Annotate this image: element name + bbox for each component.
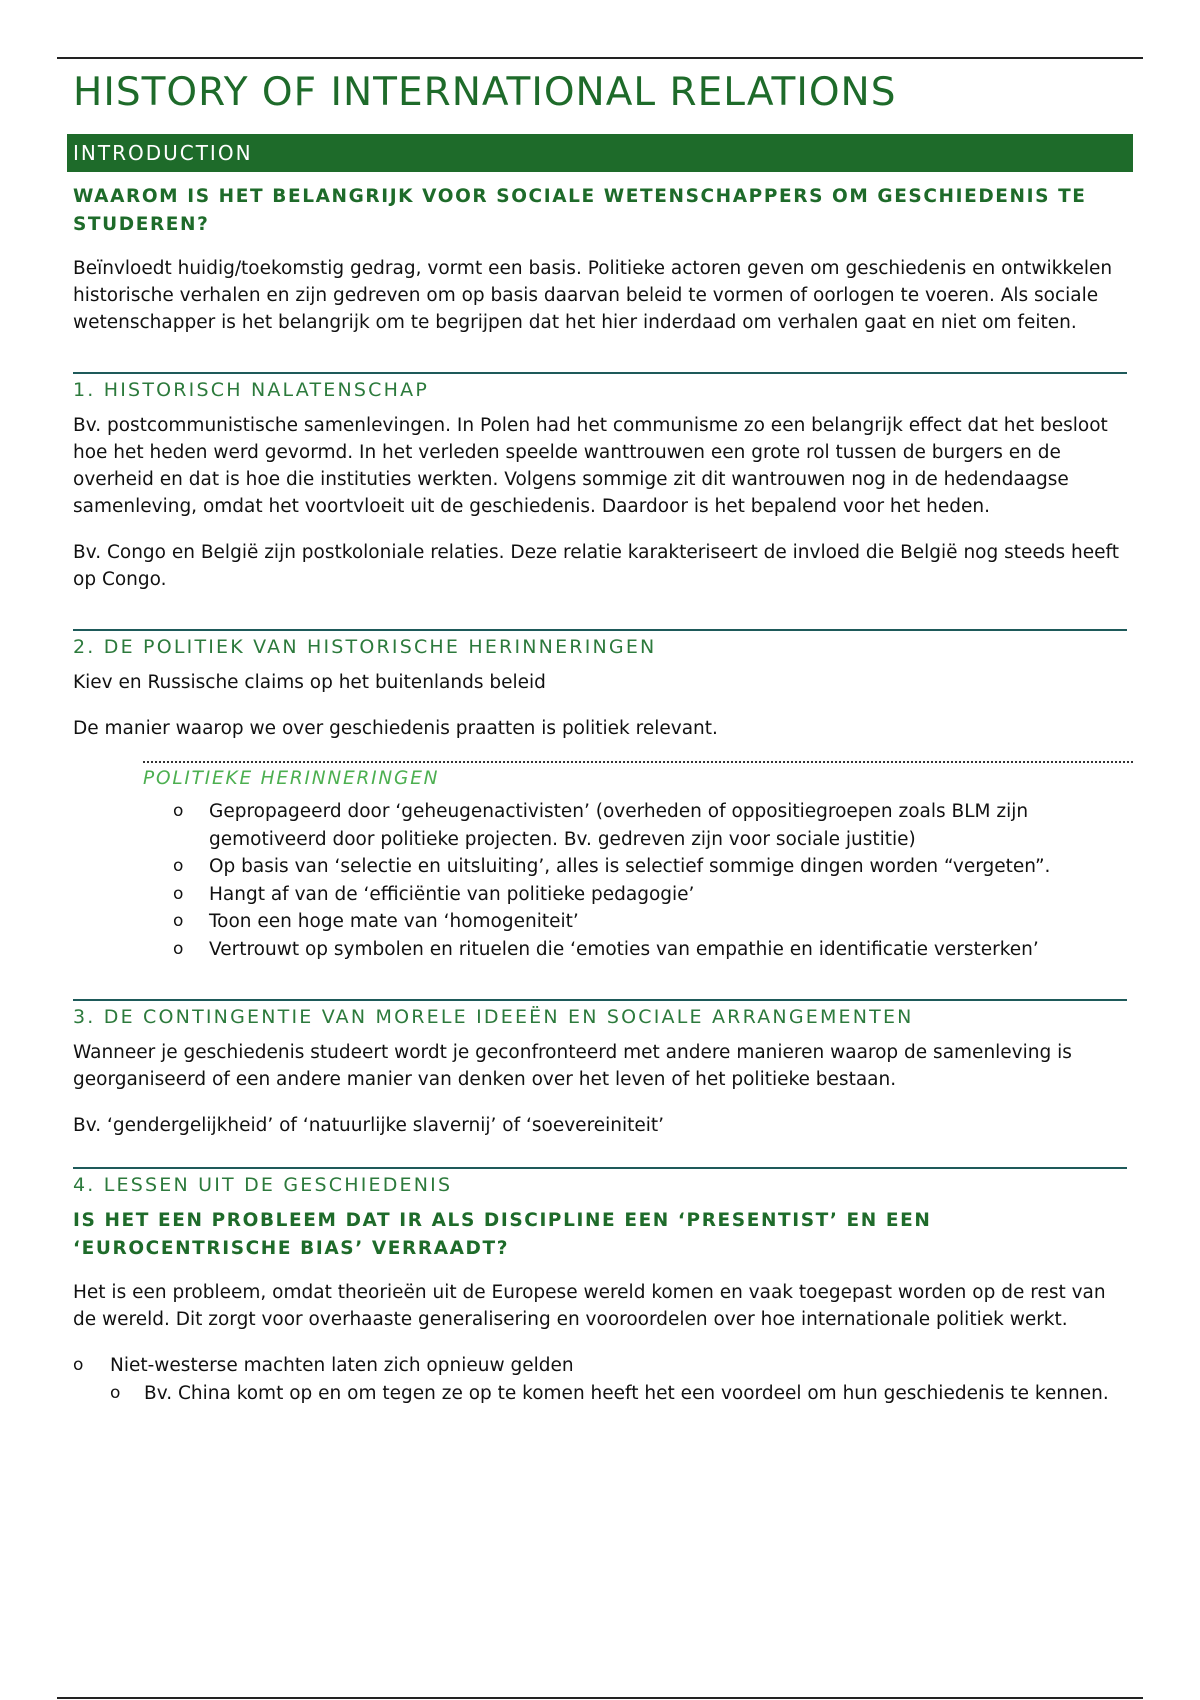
section4-paragraph: Het is een probleem, omdat theorieën uit de Europese wereld komen en vaak toegepast worden op de rest van de wereld. Dit zorgt voor overhaaste generalisering en vooroordelen over hoe internationale politiek werkt. [73,1282,1106,1330]
list-item-text: Bv. China komt op en om tegen ze op te komen heeft het een voordeel om hun geschiedenis te kennen. [144,1382,1109,1404]
bullet-symbol: o [173,856,184,876]
list-item [143,798,1133,853]
list-item-text: Op basis van ‘selectie en uitsluiting’, alles is selectief sommige dingen worden “vergeten”. [209,856,1051,877]
section2-paragraph-2: De manier waarop we over geschiedenis praatten is politiek relevant. [73,718,718,739]
list-item-text: Vertrouwt op symbolen en rituelen die ‘emoties van empathie en identificatie versterken’ [209,938,1039,960]
section-heading-2: 2. DE POLITIEK VAN HISTORISCHE HERINNERINGEN [73,629,1127,660]
bullet-symbol: o [173,883,184,904]
bullet-symbol: o [110,1382,121,1403]
top-rule [57,57,1143,59]
section1-paragraph-1: Bv. postcommunistische samenlevingen. In Polen had het communisme zo een belangrijk effect dat het besloot hoe het heden werd gevormd. In het verleden speelde wanttrouwen een grote rol tussen de burgers en de overheid en dat is hoe die instituties werkten. Volgens sommige zit dit wantrouwen nog in de hedendaagse samenleving, omdat het voortvloeit uit de geschiedenis. Daardoor is het bepalend voor het heden. [73,415,1108,517]
lessons-list [73,1352,1133,1407]
bullet-symbol: o [73,1355,84,1375]
section-heading-1: 1. HISTORISCH NALATENSCHAP [73,372,1127,403]
list-item [143,936,1133,964]
list-item-text: Hangt af van de ‘efficiëntie van politieke pedagogie’ [209,883,695,905]
list-item-text: Toon een hoge mate van ‘homogeniteit’ [209,911,579,932]
bullet-symbol: o [173,911,184,931]
intro-paragraph: Beïnvloedt huidig/toekomstig gedrag, vormt een basis. Politieke actoren geven om geschiedenis en ontwikkelen historische verhalen en zijn gedreven om op basis daarvan beleid te vormen of oorlogen te voeren. Als sociale wetenschapper is het belangrijk om te begrijpen dat het hier inderdaad om verhalen gaat en niet om feiten. [73,258,1113,333]
section2-paragraph-1: Kiev en Russische claims op het buitenlands beleid [73,672,546,693]
list-item [110,1380,1133,1408]
political-memories-block [143,761,1133,792]
subheading-political-memories: POLITIEKE HERINNERINGEN [143,761,1133,792]
bullet-symbol: o [173,938,184,959]
section-heading-3: 3. DE CONTINGENTIE VAN MORELE IDEEËN EN SOCIALE ARRANGEMENTEN [73,999,1127,1030]
introduction-banner: INTRODUCTION [67,134,1133,172]
intro-question: WAAROM IS HET BELANGRIJK VOOR SOCIALE WETENSCHAPPERS OM GESCHIEDENIS TE STUDEREN? [73,186,1087,235]
list-item [143,853,1133,881]
section4-question: IS HET EEN PROBLEEM DAT IR ALS DISCIPLINE EEN ‘PRESENTIST’ EN EEN ‘EUROCENTRISCHE BIAS’ VERRAADT? [73,1210,932,1259]
bottom-rule [57,1697,1143,1699]
list-item [143,908,1133,936]
list-item [73,1352,1133,1407]
section3-paragraph-2: Bv. ‘gendergelijkheid’ of ‘natuurlijke slavernij’ of ‘soevereiniteit’ [73,1115,665,1136]
section1-paragraph-2: Bv. Congo en België zijn postkoloniale relaties. Deze relatie karakteriseert de invloed die België nog steeds heeft op Congo. [73,542,1119,590]
lessons-sub-list [110,1380,1133,1408]
list-item-text: Gepropageerd door ‘geheugenactivisten’ (overheden of oppositiegroepen zoals BLM zijn gemotiveerd door politieke projecten. Bv. gedreven zijn voor sociale justitie) [209,801,1029,850]
section-heading-4: 4. LESSEN UIT DE GESCHIEDENIS [73,1167,1127,1198]
bullet-symbol: o [173,801,184,821]
document-content [73,70,1133,1407]
document-title: HISTORY OF INTERNATIONAL RELATIONS [73,70,897,115]
political-memories-list [143,798,1133,963]
list-item [143,881,1133,909]
section3-paragraph-1: Wanneer je geschiedenis studeert wordt je geconfronteerd met andere manieren waarop de samenleving is georganiseerd of een andere manier van denken over het leven of het politieke bestaan. [73,1042,1072,1090]
list-item-text: Niet-westerse machten laten zich opnieuw gelden [110,1355,574,1376]
